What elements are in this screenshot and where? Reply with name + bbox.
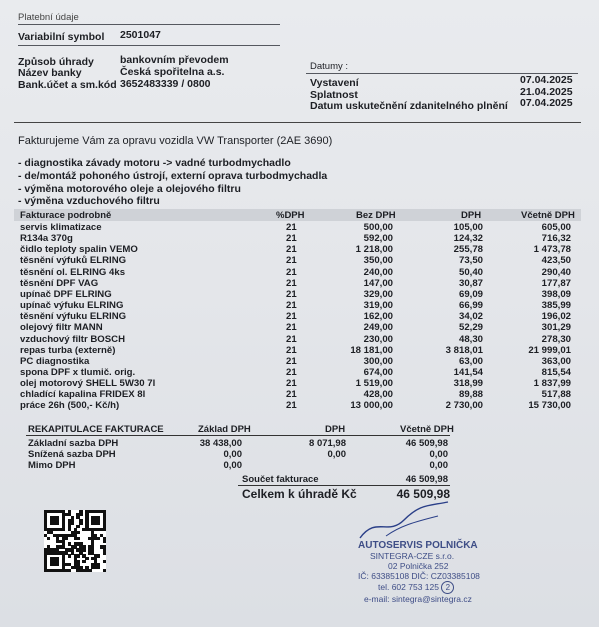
- amount-due-value: 46 509,98: [396, 487, 450, 501]
- row-item: repas turba (externě): [20, 344, 116, 356]
- row-item: PC diagnostika: [20, 355, 90, 367]
- recap-row-base: 38 438,00: [199, 438, 242, 449]
- stamp-name: AUTOSERVIS POLNIČKA: [358, 540, 478, 551]
- recap-header-gross: Včetně DPH: [400, 424, 454, 435]
- row-vat: 52,29: [458, 322, 483, 334]
- row-vat-rate: 21: [286, 355, 297, 367]
- row-item: olej motorový SHELL 5W30 7l: [20, 378, 156, 390]
- row-gross: 1 473,78: [533, 244, 571, 256]
- work-item: - výměna motorového oleje a olejového filtru: [18, 183, 241, 195]
- row-vat-rate: 21: [286, 288, 297, 300]
- row-net: 1 218,00: [355, 244, 393, 256]
- row-item: spona DPF x tlumič. orig.: [20, 366, 136, 378]
- row-gross: 196,02: [541, 311, 571, 323]
- recap-row-gross: 0,00: [429, 449, 448, 460]
- invoice-title: Fakturujeme Vám za opravu vozidla VW Transporter (2AE 3690): [18, 135, 333, 147]
- row-gross: 278,30: [541, 333, 571, 345]
- row-net: 18 181,00: [350, 344, 393, 356]
- row-vat-rate: 21: [286, 244, 297, 256]
- row-gross: 21 999,01: [528, 344, 571, 356]
- row-gross: 1 837,99: [533, 378, 571, 390]
- row-gross: 363,00: [541, 355, 571, 367]
- row-net: 500,00: [363, 222, 393, 233]
- row-net: 147,00: [363, 277, 393, 289]
- stamp-number: 2: [441, 581, 454, 594]
- recap-row-vat: 0,00: [327, 449, 346, 460]
- row-item: vzduchový filtr BOSCH: [20, 333, 126, 345]
- recap-header-base: Základ DPH: [198, 424, 251, 435]
- row-net: 428,00: [363, 389, 393, 401]
- row-vat-rate: 21: [286, 266, 297, 278]
- row-gross: 423,50: [541, 255, 571, 267]
- divider: [238, 485, 450, 486]
- recap-row-base: 0,00: [223, 449, 242, 460]
- row-net: 1 519,00: [355, 378, 393, 390]
- sum-value: 46 509,98: [405, 474, 448, 485]
- row-net: 230,00: [363, 333, 393, 345]
- bank-name-value: Česká spořitelna a.s.: [120, 66, 225, 78]
- row-vat: 69,09: [458, 288, 483, 300]
- recap-row-base: 0,00: [223, 460, 242, 471]
- row-net: 249,00: [363, 322, 393, 334]
- row-gross: 290,40: [541, 266, 571, 278]
- row-net: 319,00: [363, 300, 393, 312]
- company-stamp: [358, 540, 478, 604]
- stamp-company: SINTEGRA-CZE s.r.o.: [370, 551, 455, 561]
- recap-header-label: REKAPITULACE FAKTURACE: [28, 424, 164, 435]
- recap-header-vat: DPH: [325, 424, 346, 435]
- row-item: čidlo teploty spalin VEMO: [20, 244, 138, 256]
- row-vat-rate: 21: [286, 222, 297, 233]
- recap-row-gross: 46 509,98: [405, 438, 448, 449]
- recap-row-label: Mimo DPH: [28, 460, 76, 471]
- payment-method-label: Způsob úhrady: [18, 56, 94, 68]
- row-gross: 385,99: [541, 300, 571, 312]
- divider: [26, 435, 450, 436]
- row-item: těsnění ol. ELRING 4ks: [20, 266, 126, 278]
- taxable-date-value: 07.04.2025: [520, 97, 573, 109]
- row-item: R134a 370g: [20, 233, 73, 245]
- divider: [18, 45, 280, 46]
- divider: [14, 122, 581, 123]
- recap-row-label: Snížená sazba DPH: [28, 449, 116, 460]
- recap-row-vat: 8 071,98: [309, 438, 346, 449]
- row-vat-rate: 21: [286, 255, 297, 267]
- work-item: - výměna vzduchového filtru: [18, 195, 160, 207]
- row-vat: 66,99: [458, 300, 483, 312]
- bank-account-value: 3652483339 / 0800: [120, 78, 211, 90]
- payment-section-label: Platební údaje: [18, 12, 79, 23]
- recap-row-gross: 0,00: [429, 460, 448, 471]
- row-vat: 48,30: [458, 333, 483, 345]
- row-vat: 124,32: [453, 233, 483, 245]
- row-gross: 605,00: [541, 222, 571, 233]
- row-net: 674,00: [363, 366, 393, 378]
- row-gross: 301,29: [541, 322, 571, 334]
- row-item: olejový filtr MANN: [20, 322, 103, 334]
- row-vat-rate: 21: [286, 378, 297, 390]
- row-gross: 15 730,00: [528, 400, 571, 412]
- row-vat: 50,40: [458, 266, 483, 278]
- signature: [356, 496, 456, 544]
- sum-label: Součet fakturace: [242, 474, 319, 485]
- row-item: těsnění DPF VAG: [20, 277, 99, 289]
- row-vat-rate: 21: [286, 233, 297, 245]
- variable-symbol-label: Variabilní symbol: [18, 31, 105, 43]
- row-item: těsnění výfuků ELRING: [20, 255, 127, 267]
- divider: [18, 24, 280, 25]
- col-header-vat: DPH: [461, 210, 482, 221]
- row-gross: 716,32: [541, 233, 571, 245]
- col-header-net: Bez DPH: [356, 210, 396, 221]
- row-vat: 318,99: [453, 378, 483, 390]
- taxable-date-label: Datum uskutečnění zdanitelného plnění: [310, 100, 508, 112]
- variable-symbol-value: 2501047: [120, 29, 161, 41]
- stamp-tel: tel. 602 753 125: [378, 582, 439, 592]
- row-vat-rate: 21: [286, 311, 297, 323]
- row-gross: 177,87: [541, 277, 571, 289]
- dates-section-label: Datumy :: [310, 61, 349, 72]
- due-date-value: 21.04.2025: [520, 86, 573, 98]
- row-vat: 89,88: [458, 389, 483, 401]
- work-item: - de/montáž pohoného ústrojí, externí oprava turbodmychadla: [18, 170, 328, 182]
- row-gross: 815,54: [541, 366, 571, 378]
- row-gross: 398,09: [541, 288, 571, 300]
- row-vat: 141,54: [453, 366, 483, 378]
- row-vat: 105,00: [453, 222, 483, 233]
- row-net: 592,00: [363, 233, 393, 245]
- row-item: práce 26h (500,- Kč/h): [20, 400, 120, 412]
- row-vat: 2 730,00: [445, 400, 483, 412]
- issued-date-value: 07.04.2025: [520, 74, 573, 86]
- row-vat-rate: 21: [286, 333, 297, 345]
- payment-method-value: bankovním převodem: [120, 54, 229, 66]
- row-vat-rate: 21: [286, 344, 297, 356]
- row-vat-rate: 21: [286, 389, 297, 401]
- row-vat-rate: 21: [286, 366, 297, 378]
- amount-due-label: Celkem k úhradě Kč: [242, 487, 357, 501]
- row-vat: 30,87: [458, 277, 483, 289]
- row-vat: 73,50: [458, 255, 483, 267]
- row-item: chladící kapalina FRIDEX 8l: [20, 389, 146, 401]
- row-item: upínač DPF ELRING: [20, 288, 112, 300]
- recap-row-label: Základní sazba DPH: [28, 438, 119, 449]
- row-vat: 34,02: [458, 311, 483, 323]
- row-item: upínač výfuku ELRING: [20, 300, 124, 312]
- row-vat: 255,78: [453, 244, 483, 256]
- row-gross: 517,88: [541, 389, 571, 401]
- stamp-ids: IČ: 63385108 DIČ: CZ03385108: [358, 571, 480, 581]
- row-net: 13 000,00: [350, 400, 393, 412]
- row-vat-rate: 21: [286, 277, 297, 289]
- row-net: 162,00: [363, 311, 393, 323]
- row-vat-rate: 21: [286, 300, 297, 312]
- work-item: - diagnostika závady motoru -> vadné turbodmychadlo: [18, 157, 291, 169]
- row-vat-rate: 21: [286, 322, 297, 334]
- row-vat: 3 818,01: [445, 344, 483, 356]
- qr-payment-code: [44, 510, 106, 572]
- due-date-label: Splatnost: [310, 89, 358, 101]
- col-header-gross: Včetně DPH: [521, 210, 575, 221]
- col-header-vat-rate: %DPH: [276, 210, 305, 221]
- row-net: 350,00: [363, 255, 393, 267]
- row-item: servis klimatizace: [20, 222, 102, 233]
- stamp-address: 02 Polnička 252: [388, 561, 449, 571]
- issued-date-label: Vystavení: [310, 77, 359, 89]
- bank-account-label: Bank.účet a sm.kód: [18, 79, 117, 91]
- row-item: těsnění výfuku ELRING: [20, 311, 127, 323]
- bank-name-label: Název banky: [18, 67, 82, 79]
- col-header-item: Fakturace podrobně: [20, 210, 112, 221]
- stamp-email: e-mail: sintegra@sintegra.cz: [364, 594, 472, 604]
- row-vat: 63,00: [458, 355, 483, 367]
- row-vat-rate: 21: [286, 400, 297, 412]
- row-net: 240,00: [363, 266, 393, 278]
- row-net: 300,00: [363, 355, 393, 367]
- row-net: 329,00: [363, 288, 393, 300]
